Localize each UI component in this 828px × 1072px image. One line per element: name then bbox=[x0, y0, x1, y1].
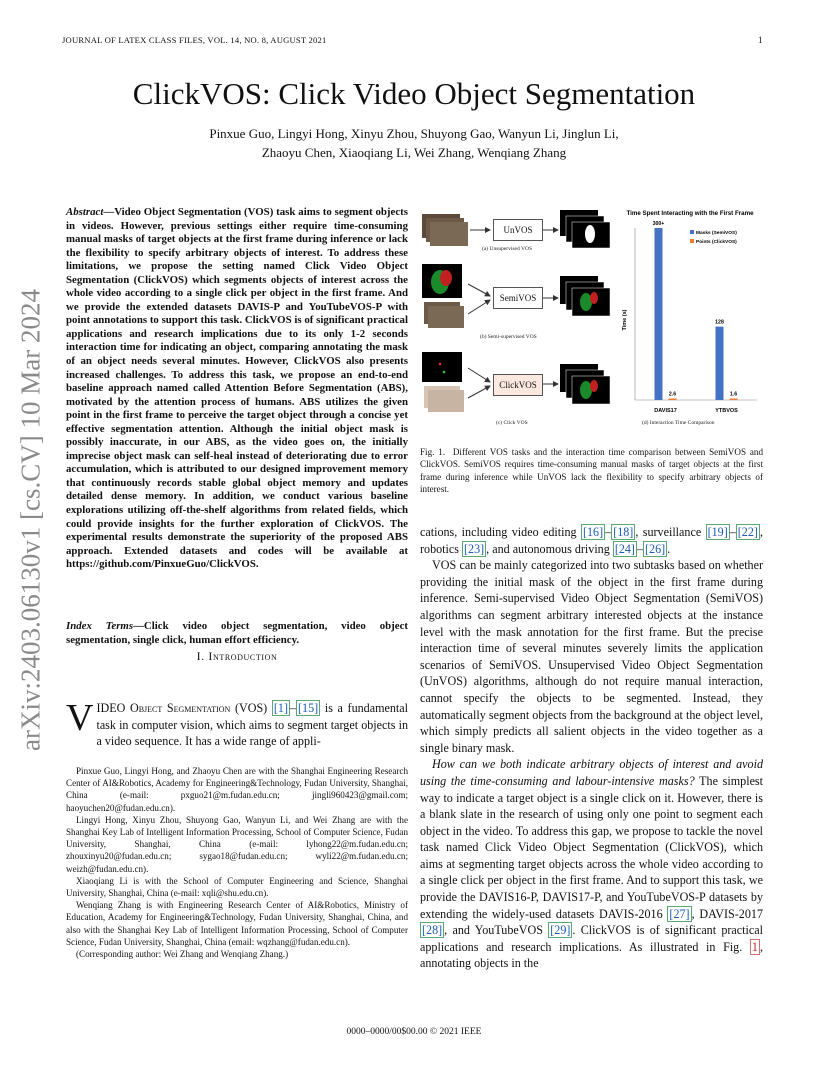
text-run: , and YouTubeVOS bbox=[444, 923, 543, 938]
abstract bbox=[66, 206, 408, 572]
unvos-box: UnVOS bbox=[493, 219, 543, 241]
citation-link[interactable]: [24] bbox=[614, 541, 635, 556]
caption-text: Different VOS tasks and the interaction time comparison between SemiVOS and ClickVOS. SemiVOS requires time-consuming manual masks of target objects at the first frame during inference while UnVOS lack the flexibility to specify arbitrary objects of interest. bbox=[420, 447, 764, 494]
subcaption-d: (d) Interaction Time Comparison bbox=[642, 420, 715, 426]
bar-value-label: 2.6 bbox=[668, 391, 677, 398]
authors-line-2: Zhaoyu Chen, Xiaoqiang Li, Wei Zhang, Wenqiang Zhang bbox=[261, 145, 567, 160]
index-terms-label: Index Terms bbox=[66, 620, 134, 632]
citation-link[interactable]: [22] bbox=[737, 525, 758, 539]
footnote: Wenqiang Zhang is with Engineering Research Center of AI&Robotics, Ministry of Education, Academy for Engineering&Technology, Fudan University, Shanghai, China, and also with the Shanghai Key Lab of Intelligent Information Processing, School of Computer Science, Fudan University, Shanghai, China (email: wqzhang@fudan.edu.cn). bbox=[66, 900, 408, 947]
dash: – bbox=[289, 701, 297, 715]
intro-paragraph bbox=[66, 697, 409, 750]
right-column-text bbox=[420, 524, 763, 972]
running-header: JOURNAL OF LATEX CLASS FILES, VOL. 14, NO. 8, AUGUST 2021 bbox=[62, 35, 327, 45]
author-list bbox=[100, 124, 728, 162]
citation-link[interactable]: [23] bbox=[464, 541, 485, 556]
section-title: Introduction bbox=[208, 649, 278, 663]
citation-link[interactable]: [19] bbox=[707, 525, 728, 539]
chart-y-axis-label: Time (s) bbox=[622, 309, 628, 331]
text-run: , DAVIS-2017 bbox=[691, 906, 763, 921]
subcaption-c: (c) Click VOS bbox=[496, 420, 528, 426]
citation-link[interactable]: [15] bbox=[298, 701, 319, 715]
clickvos-box: ClickVOS bbox=[493, 374, 543, 396]
footnote: Lingyi Hong, Xinyu Zhou, Shuyong Gao, Wanyun Li, and Wei Zhang are with the Shanghai Key Lab of Intelligent Information Processing, School of Computer Science, Fudan University, Shanghai, China (e-mail: lyhong22@m.fudan.edu.cn; zhouxinyu20@fudan.edu.cn; sygao18@fudan.edu.cn; wyli22@m.fudan.edu.cn; weizh@fudan.edu.cn). bbox=[66, 814, 408, 874]
legend-entry: Points (ClickVOS) bbox=[696, 240, 737, 245]
unvos-output-masks bbox=[560, 210, 610, 248]
category-tick-label: DAVIS17 bbox=[654, 408, 677, 414]
research-question: How can we both indicate arbitrary objects of interest and avoid using the time-consuming and labour-intensive masks? bbox=[420, 757, 763, 788]
chart-title: Time Spent Interacting with the First Frame bbox=[626, 210, 754, 217]
citation-link[interactable]: [16] bbox=[582, 525, 604, 539]
citation-link[interactable]: [18] bbox=[613, 525, 634, 539]
subcaption-a: (a) Unsupervised VOS bbox=[482, 246, 533, 252]
subcaption-b: (b) Semi-supervised VOS bbox=[480, 334, 537, 340]
caption-label: Fig. 1. bbox=[420, 447, 446, 457]
figure-ref-link[interactable]: 1 bbox=[751, 939, 758, 954]
paper-title: ClickVOS: Click Video Object Segmentation bbox=[132, 76, 696, 111]
arxiv-id: arXiv:2403.06130v1 [cs.CV] 10 Mar 2024 bbox=[15, 288, 46, 751]
semivos-input-frames bbox=[424, 302, 464, 328]
intro-rest: is a fundamental task in computer vision, which aims to segment target objects in a video sequence. It has a wide range of appli- bbox=[96, 701, 409, 749]
semivos-box: SemiVOS bbox=[493, 287, 543, 309]
interaction-time-chart bbox=[617, 200, 763, 432]
footnote: Pinxue Guo, Lingyi Hong, and Zhaoyu Chen are with the Shanghai Engineering Research Center of AI&Robotics, Academy for Engineering&Technology, Fudan University, Shanghai, China (e-mail: pxguo21@m.fudan.edu.cn; jingli960423@gmail.com; haoyuchen20@fudan.edu.cn). bbox=[66, 766, 408, 813]
text-run: , annotating objects in the bbox=[420, 939, 763, 971]
dropcap: V bbox=[66, 697, 94, 739]
clickvos-input-frames bbox=[424, 386, 464, 412]
category-tick-label: YTBVOS bbox=[715, 408, 738, 414]
abstract-label: Abstract bbox=[66, 206, 104, 218]
semivos-first-mask bbox=[422, 264, 462, 298]
bar-value-label: 1.6 bbox=[729, 391, 738, 398]
footnote: Xiaoqiang Li is with the School of Computer Engineering and Science, Shanghai University, Shanghai, China (e-mail: xqli@shu.edu.cn). bbox=[66, 875, 408, 899]
unvos-input-frames bbox=[422, 214, 468, 246]
figure-1 bbox=[418, 200, 763, 432]
bar-points-ytbvos bbox=[730, 399, 738, 401]
footnote: (Corresponding author: Wei Zhang and Wenqiang Zhang.) bbox=[76, 949, 289, 960]
arxiv-side-label bbox=[14, 282, 48, 757]
text-run: . ClickVOS is of significant practical applications and research implications. As illustrated in Fig. bbox=[420, 923, 763, 954]
bar-value-label: 128 bbox=[715, 319, 724, 326]
paragraph bbox=[420, 756, 763, 972]
index-terms-text: —Click video object segmentation, video object segmentation, single click, human effort efficiency. bbox=[66, 620, 408, 646]
bar-points-davis17 bbox=[669, 399, 677, 401]
index-terms bbox=[66, 620, 408, 647]
citation-link[interactable]: [1] bbox=[273, 701, 288, 715]
page-number: 1 bbox=[758, 35, 763, 45]
bar-masks-davis17 bbox=[655, 228, 663, 400]
authors-line-1: Pinxue Guo, Lingyi Hong, Xinyu Zhou, Shuyong Gao, Wanyun Li, Jinglun Li, bbox=[209, 126, 619, 141]
citation-link[interactable]: [29] bbox=[550, 923, 571, 938]
text-run: , robotics bbox=[420, 525, 763, 556]
legend-entry: Masks (SemiVOS) bbox=[696, 231, 737, 236]
legend-swatch bbox=[690, 230, 694, 234]
legend-swatch bbox=[690, 239, 694, 243]
text-run: The simplest way to indicate a target object is a single click on it. However, there is a blank slate in the research of using only one point to segment each object in the video. To address this gap, we propose to tackle the novel task named Click Video Object Segmentation (ClickVOS), which aims at segmenting target objects across the whole video according to a single click per object in the first frame. And to support this task, we provide the DAVIS16-P, DAVIS17-P, and YouTubeVOS-P datasets by extending the widely-used datasets DAVIS-2016 bbox=[420, 773, 763, 921]
text-run: , surveillance bbox=[635, 525, 702, 539]
paragraph: cations, including video editing [16] – [18] , surveillance [19] – [22] , robotics [23] , and autonomous driving [24] – [26] . bbox=[420, 525, 763, 556]
clickvos-first-click bbox=[422, 352, 462, 382]
section-heading bbox=[66, 649, 408, 664]
author-footnotes bbox=[66, 765, 408, 960]
text-run: . bbox=[667, 541, 671, 556]
intro-lead: IDEO Object Segmentation (VOS) bbox=[96, 701, 268, 715]
text-run: cations, including video editing bbox=[420, 525, 577, 539]
paragraph: VOS can be mainly categorized into two subtasks based on whether providing the initial mask of the object in the first frame during inference. Semi-supervised Video Object Segmentation (SemiVOS) algorithms can segment arbitrary interested objects at the instance level with the mask annotation for the first frame. But the precise interaction time of several minutes severely limits the application scenarios of SemiVOS. Unsupervised Video Object Segmentation (UnVOS) algorithms, although do not require manual interaction, cannot specify the objects to be segmented. Instead, they automatically segment objects from the background at the object level, which simply predicts all salient objects in the video together as a single binary mask. bbox=[420, 558, 763, 755]
figure-caption bbox=[420, 446, 763, 495]
citation-link[interactable]: [27] bbox=[669, 906, 690, 921]
semivos-output-masks bbox=[560, 276, 610, 316]
copyright-footer: 0000–0000/00$00.00 © 2021 IEEE bbox=[346, 1027, 482, 1037]
clickvos-output-masks bbox=[560, 364, 610, 404]
text-run: , and autonomous driving bbox=[486, 541, 610, 556]
bar-masks-ytbvos bbox=[716, 327, 724, 400]
citation-link[interactable]: [26] bbox=[645, 541, 666, 556]
section-number: I. bbox=[196, 649, 205, 663]
bar-value-label: 300+ bbox=[652, 221, 665, 227]
abstract-text: —Video Object Segmentation (VOS) task aims to segment objects in videos. However, previous settings either require time-consuming manual masks of target objects at the first frame during inference or lack the flexibility to specify arbitrary objects of interest. To address these limitations, we propose the setting named Click Video Object Segmentation (ClickVOS) which segments objects of interest across the whole video according to a single click per object in the first frame. And we provide the extended datasets DAVIS-P and YouTubeVOS-P with point annotations to support this task. ClickVOS is of significant practical applications and research implications due to its only 1-2 seconds interaction time for indicating an object, comparing annotating the mask of an object needs several minutes. However, ClickVOS also presents increased challenges. To address this task, we propose an end-to-end baseline approach named called Attention Before Segmentation (ABS), motivated by the attention process of humans. ABS utilizes the given point in the first frame to perceive the target object through a concise yet effective segmentation attention. Although the initial object mask is possibly inaccurate, in our ABS, as the video goes on, the initially imprecise object mask can self-heal instead of deteriorating due to error accumulation, which is attributed to our designed improvement memory that continuously records stable global object memory and updates detailed dense memory. In addition, we conduct various baseline explorations utilizing off-the-shelf algorithms from related fields, which could provide insights for the further exploration of ClickVOS. The experimental results demonstrate the superiority of the proposed ABS approach. Extended datasets and codes will be available at https://github.com/PinxueGuo/ClickVOS. bbox=[66, 206, 408, 571]
citation-link[interactable]: [28] bbox=[422, 923, 443, 938]
